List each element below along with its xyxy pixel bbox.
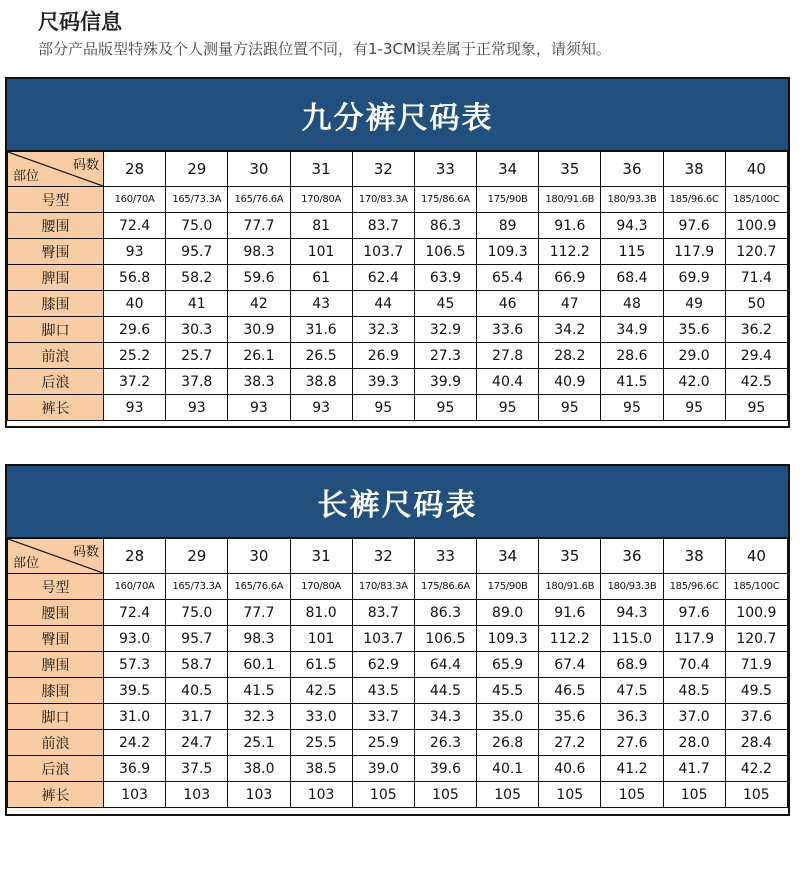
table-row: [8, 369, 788, 395]
measurement-value: 103: [290, 782, 352, 808]
measurement-value: 117.9: [663, 239, 725, 265]
size-header-cell: 32: [352, 152, 414, 187]
measurement-value: 98.3: [228, 239, 290, 265]
measurement-label: 脚口: [8, 317, 104, 343]
measurement-value: 120.7: [725, 239, 787, 265]
measurement-value: 37.5: [166, 756, 228, 782]
measurement-value: 98.3: [228, 626, 290, 652]
measurement-value: 43.5: [352, 678, 414, 704]
measurement-value: 38.5: [290, 756, 352, 782]
measurement-value: 42.0: [663, 369, 725, 395]
size-header-cell: 38: [663, 539, 725, 574]
measurement-value: 48: [601, 291, 663, 317]
measurement-value: 36.2: [725, 317, 787, 343]
measurement-label: 臀围: [8, 239, 104, 265]
measurement-value: 100.9: [725, 213, 787, 239]
table-row: [8, 291, 788, 317]
measurement-value: 27.2: [539, 730, 601, 756]
measurement-value: 109.3: [477, 239, 539, 265]
measurement-value: 105: [414, 782, 476, 808]
measurement-value: 26.8: [477, 730, 539, 756]
measurement-value: 65.4: [477, 265, 539, 291]
measurement-value: 31.6: [290, 317, 352, 343]
measurement-value: 95.7: [166, 239, 228, 265]
measurement-value: 103: [166, 782, 228, 808]
measurement-value: 25.2: [104, 343, 166, 369]
measurement-value: 32.3: [352, 317, 414, 343]
measurement-label: 裤长: [8, 395, 104, 421]
measurement-value: 26.1: [228, 343, 290, 369]
model-code-cell: 165/76.6A: [228, 574, 290, 600]
measurement-value: 40.1: [477, 756, 539, 782]
measurement-value: 35.6: [663, 317, 725, 343]
measurement-value: 34.9: [601, 317, 663, 343]
measurement-value: 41.5: [228, 678, 290, 704]
table-row: [8, 678, 788, 704]
measurement-value: 71.9: [725, 652, 787, 678]
measurement-label: 前浪: [8, 730, 104, 756]
measurement-value: 33.6: [477, 317, 539, 343]
measurement-value: 77.7: [228, 600, 290, 626]
measurement-label: 脚口: [8, 704, 104, 730]
long-pants-size-table: [5, 464, 790, 816]
measurement-value: 95.7: [166, 626, 228, 652]
measurement-value: 24.2: [104, 730, 166, 756]
measurement-value: 25.1: [228, 730, 290, 756]
measurement-value: 38.0: [228, 756, 290, 782]
measurement-value: 83.7: [352, 213, 414, 239]
measurement-value: 37.8: [166, 369, 228, 395]
model-code-cell: 185/96.6C: [663, 574, 725, 600]
model-code-cell: 165/73.3A: [166, 574, 228, 600]
measurement-value: 117.9: [663, 626, 725, 652]
table-row: [8, 652, 788, 678]
measurement-value: 29.6: [104, 317, 166, 343]
measurement-value: 60.1: [228, 652, 290, 678]
measurement-value: 105: [725, 782, 787, 808]
size-header-cell: 31: [290, 152, 352, 187]
measurement-value: 36.3: [601, 704, 663, 730]
measurement-value: 31.7: [166, 704, 228, 730]
measurement-value: 40: [104, 291, 166, 317]
measurement-label: 脾围: [8, 652, 104, 678]
measurement-value: 89.0: [477, 600, 539, 626]
measurement-value: 95: [414, 395, 476, 421]
table-row: [8, 626, 788, 652]
measurement-value: 40.5: [166, 678, 228, 704]
measurement-value: 93: [104, 395, 166, 421]
measurement-value: 28.2: [539, 343, 601, 369]
measurement-value: 39.0: [352, 756, 414, 782]
measurement-value: 28.0: [663, 730, 725, 756]
corner-part-label: 部位: [13, 169, 40, 184]
size-grid: [7, 538, 788, 808]
measurement-value: 42.2: [725, 756, 787, 782]
measurement-value: 44.5: [414, 678, 476, 704]
measurement-value: 38.3: [228, 369, 290, 395]
measurement-value: 56.8: [104, 265, 166, 291]
measurement-value: 27.6: [601, 730, 663, 756]
measurement-label: 前浪: [8, 343, 104, 369]
measurement-value: 41.5: [601, 369, 663, 395]
measurement-value: 30.9: [228, 317, 290, 343]
table-row: [8, 756, 788, 782]
size-header-cell: 35: [539, 152, 601, 187]
measurement-value: 42: [228, 291, 290, 317]
size-header-row: [8, 152, 788, 187]
size-header-cell: 29: [166, 152, 228, 187]
measurement-value: 26.3: [414, 730, 476, 756]
measurement-value: 64.4: [414, 652, 476, 678]
model-code-cell: 180/91.6B: [539, 187, 601, 213]
measurement-value: 39.3: [352, 369, 414, 395]
table-row: [8, 782, 788, 808]
table-title: 长裤尺码表: [7, 466, 788, 538]
measurement-value: 103: [228, 782, 290, 808]
measurement-value: 35.0: [477, 704, 539, 730]
table-row: [8, 343, 788, 369]
measurement-value: 105: [601, 782, 663, 808]
measurement-value: 91.6: [539, 600, 601, 626]
measurement-value: 27.8: [477, 343, 539, 369]
measurement-label: 膝围: [8, 291, 104, 317]
measurement-value: 42.5: [725, 369, 787, 395]
measurement-value: 66.9: [539, 265, 601, 291]
measurement-value: 34.2: [539, 317, 601, 343]
measurement-value: 100.9: [725, 600, 787, 626]
measurement-value: 24.7: [166, 730, 228, 756]
measurement-value: 46: [477, 291, 539, 317]
measurement-value: 61.5: [290, 652, 352, 678]
measurement-label: 后浪: [8, 369, 104, 395]
size-header-cell: 34: [477, 539, 539, 574]
size-header-row: [8, 539, 788, 574]
measurement-label: 裤长: [8, 782, 104, 808]
size-info-note: 部分产品版型特殊及个人测量方法跟位置不同，有1-3CM误差属于正常现象，请须知。: [38, 40, 611, 58]
measurement-value: 46.5: [539, 678, 601, 704]
measurement-value: 29.0: [663, 343, 725, 369]
table-title: 九分裤尺码表: [7, 79, 788, 151]
measurement-value: 75.0: [166, 600, 228, 626]
size-header-cell: 35: [539, 539, 601, 574]
measurement-value: 93.0: [104, 626, 166, 652]
measurement-value: 105: [352, 782, 414, 808]
measurement-value: 97.6: [663, 600, 725, 626]
model-code-cell: 170/83.3A: [352, 187, 414, 213]
measurement-value: 71.4: [725, 265, 787, 291]
size-info-title: 尺码信息: [38, 10, 122, 34]
measurement-value: 37.0: [663, 704, 725, 730]
model-code-cell: 185/100C: [725, 187, 787, 213]
measurement-value: 94.3: [601, 213, 663, 239]
measurement-value: 42.5: [290, 678, 352, 704]
measurement-value: 68.4: [601, 265, 663, 291]
measurement-value: 75.0: [166, 213, 228, 239]
measurement-value: 83.7: [352, 600, 414, 626]
measurement-value: 50: [725, 291, 787, 317]
measurement-value: 39.6: [414, 756, 476, 782]
measurement-value: 35.6: [539, 704, 601, 730]
model-code-cell: 175/86.6A: [414, 574, 476, 600]
measurement-value: 45: [414, 291, 476, 317]
measurement-value: 120.7: [725, 626, 787, 652]
corner-size-label: 码数: [72, 545, 99, 560]
measurement-value: 95: [352, 395, 414, 421]
measurement-value: 103.7: [352, 626, 414, 652]
model-code-cell: 180/93.3B: [601, 187, 663, 213]
measurement-value: 81.0: [290, 600, 352, 626]
measurement-value: 27.3: [414, 343, 476, 369]
measurement-value: 67.4: [539, 652, 601, 678]
size-header-cell: 33: [414, 152, 476, 187]
measurement-label: 腰围: [8, 600, 104, 626]
measurement-value: 61: [290, 265, 352, 291]
measurement-value: 57.3: [104, 652, 166, 678]
model-code-cell: 175/90B: [477, 574, 539, 600]
measurement-value: 94.3: [601, 600, 663, 626]
table-row: [8, 395, 788, 421]
measurement-value: 38.8: [290, 369, 352, 395]
measurement-value: 93: [104, 239, 166, 265]
measurement-value: 34.3: [414, 704, 476, 730]
measurement-value: 72.4: [104, 213, 166, 239]
measurement-value: 45.5: [477, 678, 539, 704]
measurement-value: 95: [477, 395, 539, 421]
measurement-label: 腰围: [8, 213, 104, 239]
measurement-value: 62.9: [352, 652, 414, 678]
measurement-value: 58.7: [166, 652, 228, 678]
table-row: [8, 317, 788, 343]
size-header-cell: 29: [166, 539, 228, 574]
size-header-cell: 30: [228, 152, 290, 187]
table-row: [8, 187, 788, 213]
measurement-value: 105: [663, 782, 725, 808]
size-header-cell: 36: [601, 152, 663, 187]
model-code-cell: 170/80A: [290, 574, 352, 600]
model-code-cell: 170/80A: [290, 187, 352, 213]
measurement-value: 32.3: [228, 704, 290, 730]
measurement-value: 41.2: [601, 756, 663, 782]
size-header-cell: 31: [290, 539, 352, 574]
measurement-value: 93: [228, 395, 290, 421]
table-row: [8, 704, 788, 730]
measurement-value: 89: [477, 213, 539, 239]
measurement-value: 37.6: [725, 704, 787, 730]
measurement-value: 72.4: [104, 600, 166, 626]
measurement-value: 26.9: [352, 343, 414, 369]
model-code-cell: 170/83.3A: [352, 574, 414, 600]
measurement-value: 95: [725, 395, 787, 421]
measurement-value: 112.2: [539, 239, 601, 265]
model-code-cell: 175/86.6A: [414, 187, 476, 213]
table-row: [8, 574, 788, 600]
measurement-value: 25.9: [352, 730, 414, 756]
measurement-value: 91.6: [539, 213, 601, 239]
measurement-value: 101: [290, 239, 352, 265]
size-header-cell: 32: [352, 539, 414, 574]
measurement-value: 32.9: [414, 317, 476, 343]
measurement-value: 48.5: [663, 678, 725, 704]
table-row: [8, 730, 788, 756]
measurement-value: 70.4: [663, 652, 725, 678]
measurement-value: 93: [290, 395, 352, 421]
table-row: [8, 239, 788, 265]
measurement-value: 103.7: [352, 239, 414, 265]
measurement-value: 86.3: [414, 213, 476, 239]
measurement-value: 40.4: [477, 369, 539, 395]
measurement-value: 31.0: [104, 704, 166, 730]
measurement-value: 97.6: [663, 213, 725, 239]
model-code-cell: 160/70A: [104, 574, 166, 600]
size-header-cell: 28: [104, 539, 166, 574]
measurement-value: 65.9: [477, 652, 539, 678]
size-header-cell: 28: [104, 152, 166, 187]
measurement-value: 68.9: [601, 652, 663, 678]
measurement-value: 105: [539, 782, 601, 808]
measurement-value: 41.7: [663, 756, 725, 782]
corner-part-label: 部位: [13, 556, 40, 571]
measurement-label: 臀围: [8, 626, 104, 652]
model-code-cell: 165/76.6A: [228, 187, 290, 213]
measurement-value: 39.5: [104, 678, 166, 704]
measurement-value: 39.9: [414, 369, 476, 395]
corner-cell: [8, 152, 104, 187]
measurement-value: 37.2: [104, 369, 166, 395]
measurement-value: 40.6: [539, 756, 601, 782]
measurement-value: 33.7: [352, 704, 414, 730]
model-code-cell: 180/93.3B: [601, 574, 663, 600]
measurement-value: 95: [663, 395, 725, 421]
measurement-value: 49.5: [725, 678, 787, 704]
measurement-value: 103: [104, 782, 166, 808]
measurement-value: 44: [352, 291, 414, 317]
measurement-value: 33.0: [290, 704, 352, 730]
measurement-value: 77.7: [228, 213, 290, 239]
measurement-value: 95: [601, 395, 663, 421]
model-code-cell: 185/96.6C: [663, 187, 725, 213]
measurement-value: 95: [539, 395, 601, 421]
measurement-value: 115: [601, 239, 663, 265]
size-header-cell: 38: [663, 152, 725, 187]
measurement-value: 62.4: [352, 265, 414, 291]
measurement-value: 106.5: [414, 239, 476, 265]
size-header-cell: 36: [601, 539, 663, 574]
model-code-cell: 160/70A: [104, 187, 166, 213]
cropped-pants-size-table: [5, 77, 790, 428]
measurement-value: 81: [290, 213, 352, 239]
measurement-value: 106.5: [414, 626, 476, 652]
size-header-cell: 30: [228, 539, 290, 574]
measurement-value: 63.9: [414, 265, 476, 291]
measurement-value: 26.5: [290, 343, 352, 369]
measurement-value: 28.4: [725, 730, 787, 756]
measurement-value: 59.6: [228, 265, 290, 291]
model-code-cell: 185/100C: [725, 574, 787, 600]
model-code-cell: 175/90B: [477, 187, 539, 213]
measurement-value: 49: [663, 291, 725, 317]
table-row: [8, 600, 788, 626]
measurement-value: 105: [477, 782, 539, 808]
measurement-value: 43: [290, 291, 352, 317]
measurement-value: 112.2: [539, 626, 601, 652]
model-code-cell: 180/91.6B: [539, 574, 601, 600]
measurement-value: 28.6: [601, 343, 663, 369]
measurement-label: 膝围: [8, 678, 104, 704]
size-header-cell: 33: [414, 539, 476, 574]
corner-size-label: 码数: [72, 158, 99, 173]
measurement-value: 30.3: [166, 317, 228, 343]
measurement-value: 58.2: [166, 265, 228, 291]
measurement-value: 47.5: [601, 678, 663, 704]
measurement-value: 40.9: [539, 369, 601, 395]
measurement-value: 86.3: [414, 600, 476, 626]
model-code-cell: 165/73.3A: [166, 187, 228, 213]
measurement-label: 号型: [8, 187, 104, 213]
measurement-value: 29.4: [725, 343, 787, 369]
measurement-value: 93: [166, 395, 228, 421]
measurement-value: 41: [166, 291, 228, 317]
table-row: [8, 265, 788, 291]
corner-cell: [8, 539, 104, 574]
measurement-label: 后浪: [8, 756, 104, 782]
measurement-value: 36.9: [104, 756, 166, 782]
measurement-value: 109.3: [477, 626, 539, 652]
measurement-value: 25.5: [290, 730, 352, 756]
measurement-value: 47: [539, 291, 601, 317]
measurement-label: 脾围: [8, 265, 104, 291]
measurement-value: 25.7: [166, 343, 228, 369]
measurement-value: 115.0: [601, 626, 663, 652]
size-header-cell: 40: [725, 539, 787, 574]
size-grid: [7, 151, 788, 421]
table-row: [8, 213, 788, 239]
measurement-value: 69.9: [663, 265, 725, 291]
measurement-value: 101: [290, 626, 352, 652]
measurement-label: 号型: [8, 574, 104, 600]
size-header-cell: 40: [725, 152, 787, 187]
size-header-cell: 34: [477, 152, 539, 187]
